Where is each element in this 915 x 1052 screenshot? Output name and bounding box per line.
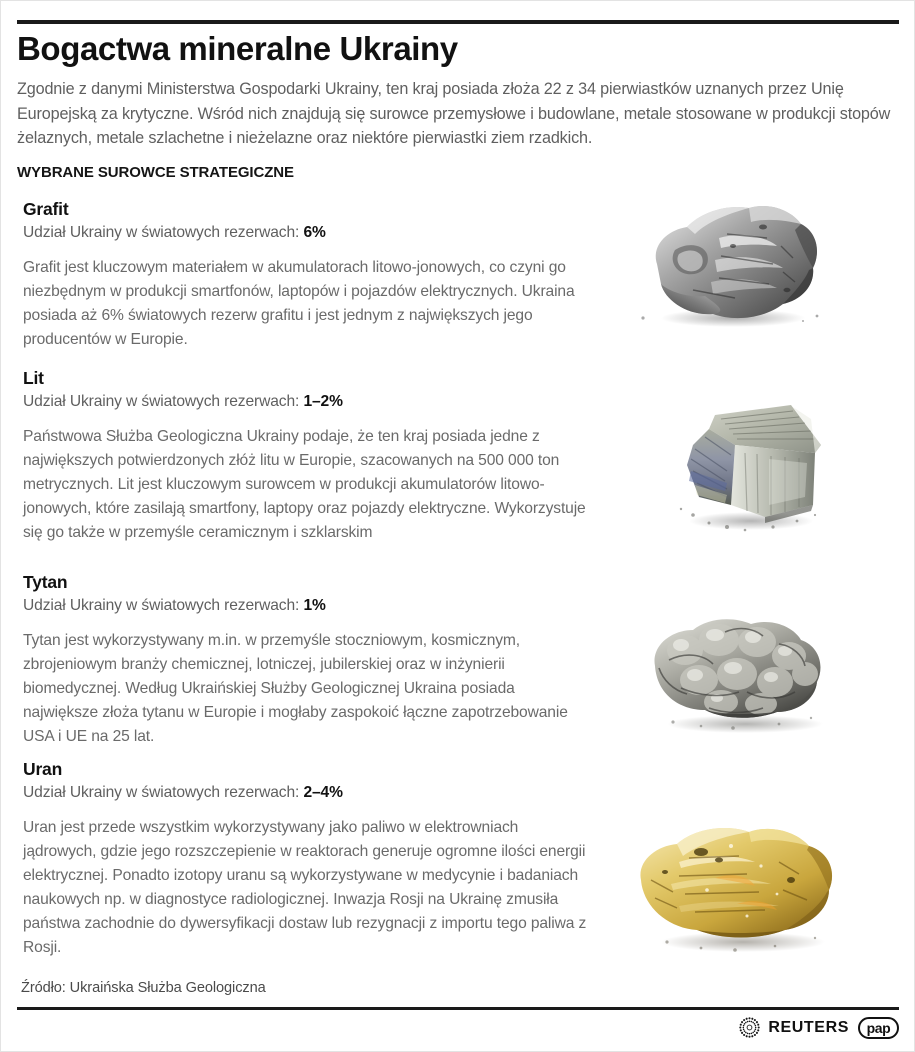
mineral-section-lit (17, 367, 899, 557)
mineral-share-label: Udział Ukrainy w światowych rezerwach: (23, 784, 304, 801)
mineral-share-value: 2–4% (303, 784, 343, 801)
pap-wordmark: pap (866, 1019, 891, 1036)
mineral-text-block (23, 758, 591, 960)
mineral-name: Uran (23, 759, 63, 779)
intro-paragraph: Zgodnie z danymi Ministerstwa Gospodarki Ukrainy, ten kraj posiada złoża 22 z 34 pierwiastków uznanych przez Unię Europejską za krytyczne. Wśród nich znajdują się surowce przemysłowe i budowlane, metale stosowane w produkcji stopów żelaznych, metale szlachetne i nieżelazne oraz niektóre pierwiastki ziem rzadkich. (17, 80, 891, 147)
mineral-share-value: 1–2% (303, 393, 343, 410)
mineral-description: Uran jest przede wszystkim wykorzystywany jako paliwo w elektrowniach jądrowych, gdzie jego rozszczepienie w reaktorach generuje ogromne ilości energii elektrycznej. Ponadto izotopy uranu są wykorzystywane w medycynie i badaniach naukowych np. w diagnostyce radiologicznej. Inwazja Rosji na Ukrainę zmusiła państwa zachodnie do dywersyfikacji dostaw lub rezygnacji z importu tego paliwa z Rosji. (23, 819, 587, 956)
mineral-section-uran (17, 758, 899, 956)
mineral-share (23, 391, 591, 412)
mineral-description: Grafit jest kluczowym materiałem w akumulatorach litowo-jonowych, co czyni go niezbędnym w produkcji smartfonów, laptopów i pojazdów elektrycznych. Ukraina posiada aż 6% światowych rezerw grafitu i jest jednym z największych jego producentów w Europie. (23, 259, 575, 348)
mineral-section-grafit (17, 198, 899, 358)
content-area (17, 1, 899, 1052)
mineral-text-block (23, 367, 591, 545)
reuters-logo (738, 1016, 849, 1039)
mineral-share (23, 782, 591, 803)
credits-bar (738, 1016, 899, 1039)
uranium-ore-illustration (619, 818, 869, 963)
mineral-description: Państwowa Służba Geologiczna Ukrainy podaje, że ten kraj posiada jedne z największych potwierdzonych złóż litu w Europie, szacowanych na 500 000 ton metrycznych. Lit jest kluczowym surowcem w produkcji akumulatorów litowo-jonowych, które zasilają smartfony, laptopy oraz pojazdy elektryczne. Wykorzystuje się go także w przemyśle ceramicznym i szklarskim (23, 428, 586, 541)
mineral-share-value: 1% (303, 597, 326, 614)
mineral-name: Tytan (23, 572, 68, 592)
pap-logo (858, 1017, 899, 1039)
reuters-sunburst-icon (738, 1016, 761, 1039)
section-kicker: WYBRANE SUROWCE STRATEGICZNE (17, 164, 294, 181)
mineral-name: Lit (23, 368, 44, 388)
graphite-rock-illustration (615, 194, 850, 334)
mineral-share-label: Udział Ukrainy w światowych rezerwach: (23, 224, 304, 241)
mineral-share-value: 6% (303, 224, 326, 241)
mineral-text-block (23, 571, 591, 749)
mineral-share (23, 595, 591, 616)
titanium-nodule-illustration (629, 608, 859, 743)
mineral-description: Tytan jest wykorzystywany m.in. w przemyśle stoczniowym, kosmicznym, zbrojeniowym branży chemicznej, lotniczej, jubilerskiej oraz w inżynierii biomedycznej. Według Ukraińskiej Służby Geologicznej Ukraina posiada największe złoża tytanu w Europie i mogłaby zaspokoić łączne zapotrzebowanie USA i UE na 25 lat. (23, 632, 568, 745)
lithium-block-illustration (665, 393, 845, 543)
footer-divider (17, 1007, 899, 1010)
mineral-share (23, 222, 591, 243)
page-title: Bogactwa mineralne Ukrainy (17, 30, 458, 67)
mineral-text-block (23, 198, 591, 352)
mineral-section-tytan (17, 571, 899, 745)
mineral-share-label: Udział Ukrainy w światowych rezerwach: (23, 597, 304, 614)
reuters-wordmark: REUTERS (768, 1018, 849, 1036)
mineral-share-label: Udział Ukrainy w światowych rezerwach: (23, 393, 304, 410)
source-note: Źródło: Ukraińska Służba Geologiczna (21, 980, 266, 996)
top-divider (17, 20, 899, 24)
mineral-name: Grafit (23, 199, 69, 219)
